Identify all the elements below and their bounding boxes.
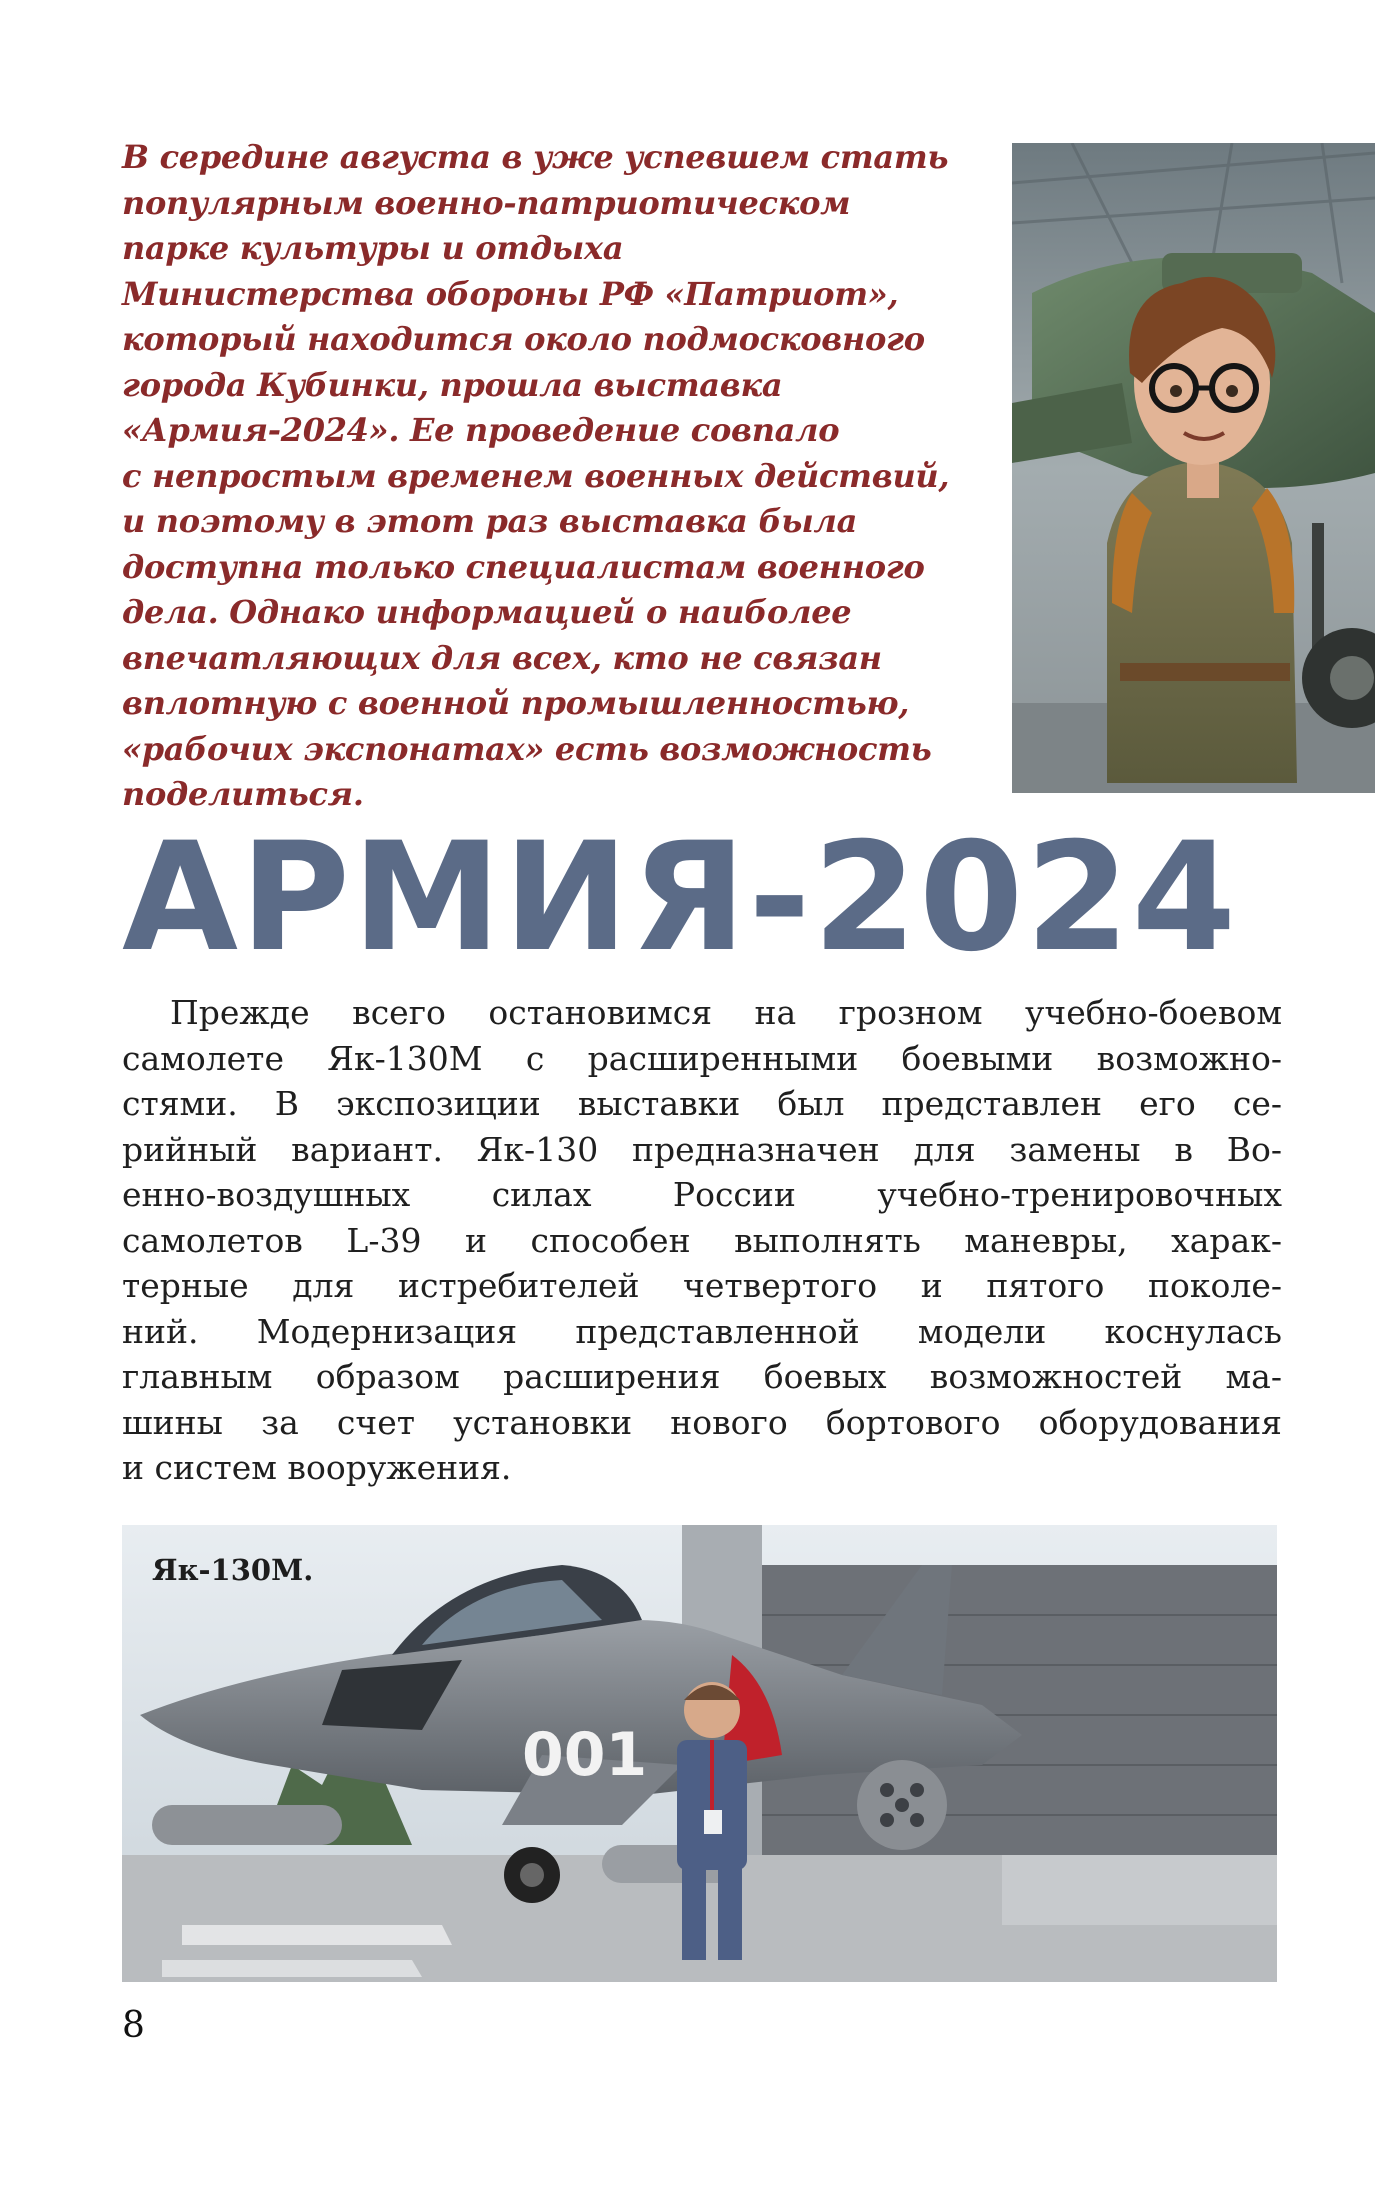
intro-paragraph <box>122 135 1012 818</box>
intro-line: Министерства обороны РФ «Патриот», <box>122 274 899 313</box>
jet-photo <box>122 1525 1277 1982</box>
article-line: терные для истребителей четвертого и пятого поколе- <box>122 1266 1282 1305</box>
photo-caption: Як-130М. <box>152 1553 314 1587</box>
intro-line: «рабочих экспонатах» есть возможность <box>122 729 932 768</box>
page-number: 8 <box>122 2005 145 2046</box>
intro-line: который находится около подмосковного <box>122 320 925 358</box>
article-line: рийный вариант. Як-130 предназначен для замены в Во- <box>122 1129 1282 1169</box>
intro-line: популярным военно-патриотическом <box>122 183 851 222</box>
article-line: стями. В экспозиции выставки был представлен его се- <box>122 1084 1282 1123</box>
intro-line: и поэтому в этот раз выставка была <box>122 502 858 540</box>
intro-line: с непростым временем военных действий, <box>122 456 950 495</box>
article-line: Прежде всего остановимся на грозном учебно-боевом <box>170 993 1282 1032</box>
intro-line: парке культуры и отдыха <box>122 229 624 267</box>
boy-illustration-art <box>1012 143 1375 793</box>
boy-illustration <box>1012 143 1375 793</box>
article-line: самолетов L-39 и способен выполнять маневры, харак- <box>122 1220 1282 1260</box>
article-line: и систем вооружения. <box>122 1448 512 1487</box>
article-line: ний. Модернизация представленной модели коснулась <box>122 1311 1282 1351</box>
intro-line: вплотную с военной промышленностью, <box>122 684 910 722</box>
article-line: енно-воздушных силах России учебно-тренировочных <box>122 1175 1282 1214</box>
article-line: главным образом расширения боевых возможностей ма- <box>122 1357 1282 1396</box>
intro-line: В середине августа в уже успевшем стать <box>122 138 949 176</box>
section-title: АРМИЯ-2024 <box>122 811 1239 985</box>
jet-photo-art <box>122 1525 1277 1982</box>
intro-line: города Кубинки, прошла выставка <box>122 365 783 404</box>
jet-number: 001 <box>522 1720 648 1790</box>
intro-line: доступна только специалистам военного <box>122 547 925 586</box>
article-line: шины за счет установки нового бортового оборудования <box>122 1402 1282 1442</box>
article-body <box>122 990 1282 1491</box>
intro-line: дела. Однако информацией о наиболее <box>122 593 852 631</box>
intro-line: поделиться. <box>122 775 364 813</box>
intro-line: «Армия-2024». Ее проведение совпало <box>122 411 840 449</box>
intro-line: впечатляющих для всех, кто не связан <box>122 638 882 677</box>
article-line: самолете Як-130М с расширенными боевыми возможно- <box>122 1038 1282 1078</box>
